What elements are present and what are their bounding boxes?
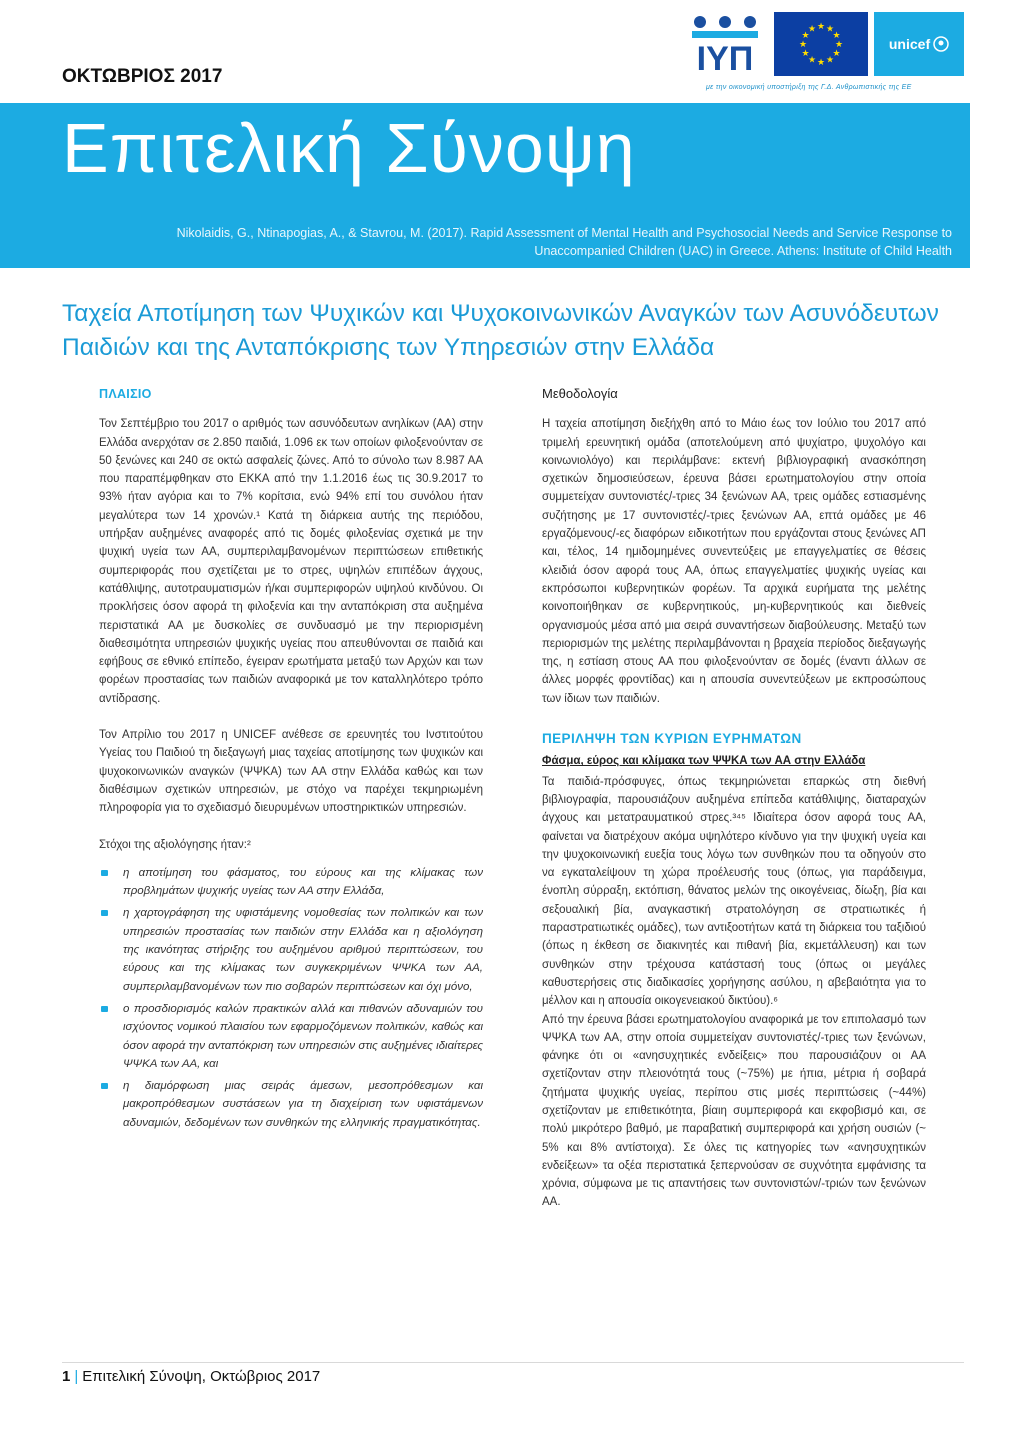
unicef-logo-text: unicef xyxy=(888,36,931,52)
iyp-logo xyxy=(688,14,762,76)
svg-text:★: ★ xyxy=(801,31,810,41)
iyp-logo-text: ΙΥΠ xyxy=(696,40,754,76)
svg-text:★: ★ xyxy=(807,55,817,66)
aims-list xyxy=(99,864,483,1132)
page-title: Επιτελική Σύνοψη xyxy=(62,109,636,187)
findings-paragraph-1: Τα παιδιά-πρόσφυγες, όπως τεκμηριώνεται επαρκώς στη διεθνή βιβλιογραφία, παρουσιάζουν αυξημένα επίπεδα κατάθλιψης, διαταραχών άγχους και μετατραυματικού στρες.³⁴⁵ Ιδιαίτερα όσον αφορά τους ΑΑ, φαίνεται να διατρέχουν ακόμα υψηλότερο κίνδυνο για την ψυχική υγεία και την ψυχοκοινωνική ευεξία τους λόγω των συνθηκών που τα οδηγούν στο να εγκαταλείψουν τη χώρα προέλευσής τους (όπως, για παράδειγμα, ένοπλη σύρραξη, εκτόπιση, θάνατος μελών της οικογένειας, δίωξη, βία και σεξουαλική βία, αναγκαστική στρατολόγηση σε στρατιωτικές ή παραστρατιωτικές ομάδες), των αντιξοοτήτων κατά τη διάρκεια του ταξιδιού (όπως η έκθεση σε διακινητές και πιθανή βία, εκμετάλλευση) και των συνθηκών στην τρέχουσα κατάστασή τους (όπως οι μεγάλες καθυστερήσεις στις διαδικασίες χορήγησης ασύλου, η αβεβαιότητα για το μέλλον και η απουσία οικογενειακού δικτύου).⁶ xyxy=(542,775,926,1008)
context-paragraph-1: Τον Σεπτέμβριο του 2017 ο αριθμός των ασυνόδευτων ανηλίκων (ΑΑ) στην Ελλάδα ανερχόταν σε 2.850 παιδιά, 1.096 εκ των οποίων φιλοξενούνταν σε 50 ξενώνες και 240 σε οκτώ ασφαλείς ζώνες. Από το σύνολο των 8.987 ΑΑ που παραπέμφθηκαν στο ΕΚΚΑ από την 1.1.2016 έως τις 30.9.2017 το 93% ήταν αγόρια και το 7% κορίτσια, ενώ 94% επί του συνόλου ήταν μεγαλύτερα των 14 χρονών.¹ Κατά τη διάρκεια αυτής της περιόδου, υπήρξαν αυξημένες αναφορές από τις δομές φιλοξενίας σχετικά με την ψυχική υγεία των ΑΑ, συμπεριλαμβανομένων περιπτώσεων επιθετικής συμπεριφοράς που σχετίζεται με το στρες, υψηλών επιπέδων άγχους, κατάθλιψης, αυτοτραυματισμών ή/και συμπεριφορών υψηλού κινδύνου. Οι προκλήσεις όσον αφορά τη φιλοξενία και την ανταπόκριση στα αυξημένα περιστατικά ΑΑ με δυσκολίες σε συνδυασμό με την περιορισμένη διαθεσιμότητα υπηρεσιών ψυχικής υγείας που απευθύνονται σε παιδιά και εφήβους σε εθνικό επίπεδο, έγειραν ερωτήματα μεταξύ των Αρχών και των φορέων προστασίας των παιδιών αναφορικά με τον καταλληλότερο τρόπο αντίδρασης. xyxy=(99,418,483,705)
svg-text:★: ★ xyxy=(798,40,808,50)
right-column xyxy=(542,385,926,1212)
svg-text:★: ★ xyxy=(832,31,841,41)
svg-text:★: ★ xyxy=(832,49,841,59)
citation-line-2: Unaccompanied Children (UAC) in Greece. Athens: Institute of Child Health xyxy=(534,244,952,258)
citation xyxy=(72,224,952,260)
unicef-logo xyxy=(874,12,964,76)
funding-note: με την οικονομική υποστήριξη της Γ.Δ. Ανθρωπιστικής της ΕΕ xyxy=(706,84,912,91)
footer-separator: | xyxy=(74,1368,79,1385)
page-number: 1 xyxy=(62,1368,71,1385)
svg-text:★: ★ xyxy=(801,49,810,59)
report-subtitle: Ταχεία Αποτίμηση των Ψυχικών και Ψυχοκοινωνικών Αναγκών των Ασυνόδευτων Παιδιών και της Ανταπόκρισης των Υπηρεσιών στην Ελλάδα xyxy=(62,300,939,361)
eu-flag-logo xyxy=(774,12,868,76)
unicef-globe-icon xyxy=(933,36,949,52)
section-heading-context: ΠΛΑΙΣΙΟ xyxy=(99,387,152,401)
eu-stars-icon xyxy=(774,12,868,76)
list-item: ο προσδιορισμός καλών πρακτικών αλλά και πιθανών αδυναμιών του ισχύοντος νομικού πλαισίου των εφαρμοζόμενων πολιτικών, καθώς και όσον αφορά την ανταπόκριση των υπηρεσιών στις αυξημένες ιδιαίτερες ΨΨΚΑ των ΑΑ, και xyxy=(99,1000,483,1073)
page-footer xyxy=(62,1368,320,1385)
list-item: η χαρτογράφηση της υφιστάμενης νομοθεσίας των πολιτικών και των υπηρεσιών προστασίας των παιδιών στην Ελλάδα και η αξιολόγηση της ικανότητας στήριξης του αυξημένου αριθμού περιπτώσεων, του εύρους και της κλίμακας των συγκεκριμένων ΨΨΚΑ των ΑΑ, συμπεριλαμβανομένων των πιο σοβαρών περιπτώσεων και όχι μόνο, xyxy=(99,904,483,995)
list-item: η διαμόρφωση μιας σειράς άμεσων, μεσοπρόθεσμων και μακροπρόθεσμων συστάσεων για τη διαχείριση των υφιστάμενων αδυναμιών, δεδομένων των συνθηκών της ελληνικής πραγματικότητας. xyxy=(99,1077,483,1132)
left-column xyxy=(99,385,483,1136)
section-heading-methodology: Μεθοδολογία xyxy=(542,386,618,401)
report-date: ΟΚΤΩΒΡΙΟΣ 2017 xyxy=(62,66,223,87)
svg-text:★: ★ xyxy=(825,55,835,66)
partner-logos xyxy=(688,12,964,76)
svg-text:★: ★ xyxy=(825,24,835,35)
svg-text:★: ★ xyxy=(816,58,826,68)
footer-divider xyxy=(62,1362,964,1363)
methodology-paragraph: Η ταχεία αποτίμηση διεξήχθη από το Μάιο έως τον Ιούλιο του 2017 από τριμελή ερευνητική ομάδα (αποτελούμενη από ψυχίατρο, ψυχολόγο και κοινωνιολόγο) και περιλάμβανε: εκτενή βιβλιογραφική ανασκόπηση σχετικών δημοσιεύσεων, έρευνα βάσει ερωτηματολογίου στην οποία συμμετείχαν συντονιστές/-τριες 34 ξενώνων ΑΑ, τρεις ομάδες εστιασμένης συζήτησης με 17 συντονιστές/-τριες ξενώνων ΑΑ, επτά ομάδες με 46 εργαζόμενους/-ες διαφόρων ειδικοτήτων που εργάζονται στους ξενώνες ΑΠ και, τέλος, 14 ημιδομημένες συνεντεύξεις με επαγγελματίες σε θέσεις κλειδιά όσον αφορά τους ΑΑ, όπως επαγγελματίες ψυχικής υγείας και εκπρόσωποι κυβερνητικών φορέων. Τα αρχικά ευρήματα της μελέτης κοινοποιήθηκαν σε κυβερνητικούς, μη-κυβερνητικούς και διεθνείς οργανισμούς μέσα από μια σειρά συναντήσεων διαβούλευσης. Μεταξύ των περιορισμών της μελέτης περιλαμβάνονται η βραχεία περίοδος διεξαγωγής της, η εστίαση στους ΑΑ που φιλοξενούνταν σε δομές (έναντι άλλων σε άλλες μορφές φροντίδας) και η απουσία συνεντεύξεων με εκπροσώπους των ίδιων των παιδιών. xyxy=(542,418,926,705)
svg-text:★: ★ xyxy=(834,40,844,50)
footer-text: Επιτελική Σύνοψη, Οκτώβριος 2017 xyxy=(82,1368,321,1385)
findings-paragraph-2: Από την έρευνα βάσει ερωτηματολογίου αναφορικά με τον επιπολασμό των ΨΨΚΑ των ΑΑ, στην οποία συμμετείχαν συντονιστές/-τριες των ξενώνων, φάνηκε ότι οι «ανησυχητικές ενδείξεις» που παρουσιάζουν οι ΑΑ σχετίζονταν στην πλειονότητά τους (~75%) με ήπια, μέτρια ή σοβαρά ζητήματα ψυχικής υγείας, περίπου στις μισές περιπτώσεις (~44%) σχετίζονταν με επιθετικότητα, βίαιη συμπεριφορά και εκφοβισμό και, σε πολύ μικρότερο βαθμό, με παραβατική συμπεριφορά και χρήση ουσιών (~ 5% και 8% αντίστοιχα). Σε όλες τις κατηγορίες των «ανησυχητικών ενδείξεων» τα οξέα περιστατικά ξεπερνούσαν σε συχνότητα εμφάνισης τα χρόνια, σύμφωνα με τις απαντήσεις των συντονιστών/-τριών των ξενώνων ΑΑ. xyxy=(542,1013,926,1209)
section-heading-findings: ΠΕΡΙΛΗΨΗ ΤΩΝ ΚΥΡΙΩΝ ΕΥΡΗΜΑΤΩΝ xyxy=(542,731,802,747)
citation-line-1: Nikolaidis, G., Ntinapogias, A., & Stavrou, M. (2017). Rapid Assessment of Mental Health and Psychosocial Needs and Service Response to xyxy=(176,226,952,240)
svg-text:★: ★ xyxy=(807,24,817,35)
aims-intro: Στόχοι της αξιολόγησης ήταν:² xyxy=(99,838,251,851)
list-item: η αποτίμηση του φάσματος, του εύρους και της κλίμακας των προβλημάτων ψυχικής υγείας των ΑΑ στην Ελλάδα, xyxy=(99,864,483,901)
findings-subheading: Φάσμα, εύρος και κλίμακα των ΨΨΚΑ των ΑΑ στην Ελλάδα xyxy=(542,755,866,768)
context-paragraph-2: Τον Απρίλιο του 2017 η UNICEF ανέθεσε σε ερευνητές του Ινστιτούτου Υγείας του Παιδιού τη διεξαγωγή μιας ταχείας αποτίμησης των ψυχικών και ψυχοκοινωνικών αναγκών (ΨΨΚΑ) των ΑΑ στην Ελλάδα καθώς και των διαθέσιμων σχετικών υπηρεσιών, με στόχο να παρέχει τεκμηριωμένη πληροφορία για το σχεδιασμό διευρυμένων υποστηρικτικών υπηρεσιών. xyxy=(99,729,483,815)
svg-text:★: ★ xyxy=(816,22,826,32)
